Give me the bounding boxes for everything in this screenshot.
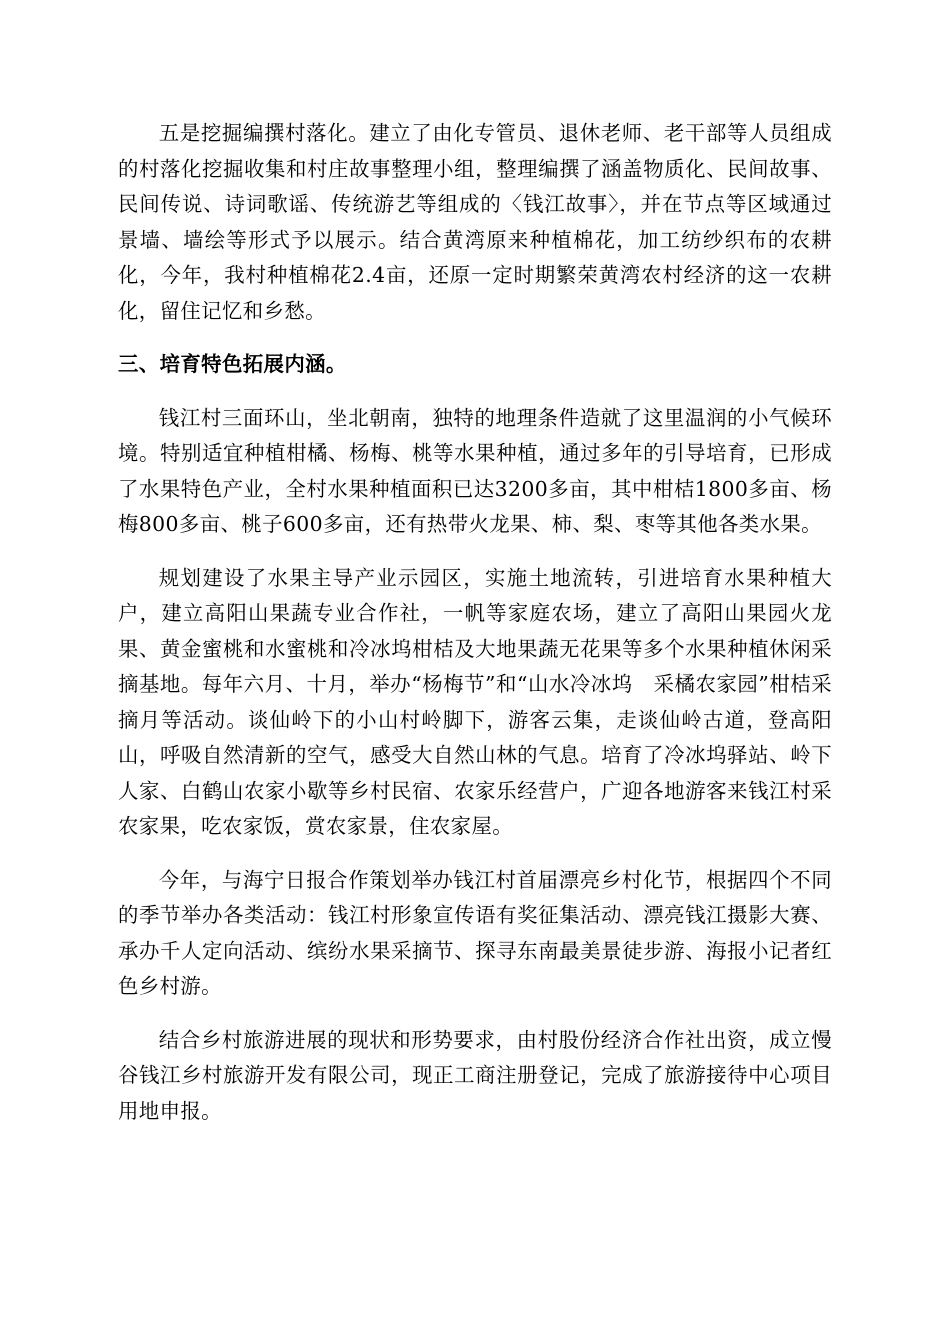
paragraph-village-culture: 五是挖掘编撰村落化。建立了由化专管员、退休老师、老干部等人员组成的村落化挖掘收集和村庄故事整理小组，整理编撰了涵盖物质化、民间故事、民间传说、诗词歌谣、传统游艺等组成的〈钱江故事〉，并在节点等区域通过景墙、墙绘等形式予以展示。结合黄湾原来种植棉花，加工纺纱织布的农耕化，今年，我村种植棉花2.4亩，还原一定时期繁荣黄湾农村经济的这一农耕化，留住记忆和乡愁。 [118, 121, 832, 323]
document-body [118, 116, 832, 1147]
paragraph-climate-fruit: 钱江村三面环山，坐北朝南，独特的地理条件造就了这里温润的小气候环境。特别适宜种植柑橘、杨梅、桃等水果种植，通过多年的引导培育，已形成了水果特色产业，全村水果种植面积已达3200多亩，其中柑桔1800多亩、杨梅800多亩、桃子600多亩，还有热带火龙果、柿、梨、枣等其他各类水果。 [118, 405, 832, 536]
paragraph-tourism-company: 结合乡村旅游进展的现状和形势要求，由村股份经济合作社出资，成立慢谷钱江乡村旅游开发有限公司，现正工商注册登记，完成了旅游接待中心项目用地申报。 [118, 1027, 832, 1123]
section-heading-3: 三、培育特色拓展内涵。 [118, 352, 347, 376]
paragraph-festival: 今年，与海宁日报合作策划举办钱江村首届漂亮乡村化节，根据四个不同的季节举办各类活动：钱江村形象宣传语有奖征集活动、漂亮钱江摄影大赛、承办千人定向活动、缤纷水果采摘节、探寻东南最美景徒步游、海报小记者红色乡村游。 [118, 867, 832, 998]
paragraph-fruit-park: 规划建设了水果主导产业示园区，实施土地流转，引进培育水果种植大户，建立高阳山果蔬专业合作社，一帆等家庭农场，建立了高阳山果园火龙果、黄金蜜桃和水蜜桃和冷冰坞柑桔及大地果蔬无花果等多个水果种植休闲采摘基地。每年六月、十月，举办“杨梅节”和“山水冷冰坞 采橘农家园”柑桔采摘月等活动。谈仙岭下的小山村岭脚下，游客云集，走谈仙岭古道，登高阳山，呼吸自然清新的空气，感受大自然山林的气息。培育了冷冰坞驿站、岭下人家、白鹤山农家小歇等乡村民宿、农家乐经营户，广迎各地游客来钱江村采农家果，吃农家饭，赏农家景，住农家屋。 [118, 565, 832, 838]
